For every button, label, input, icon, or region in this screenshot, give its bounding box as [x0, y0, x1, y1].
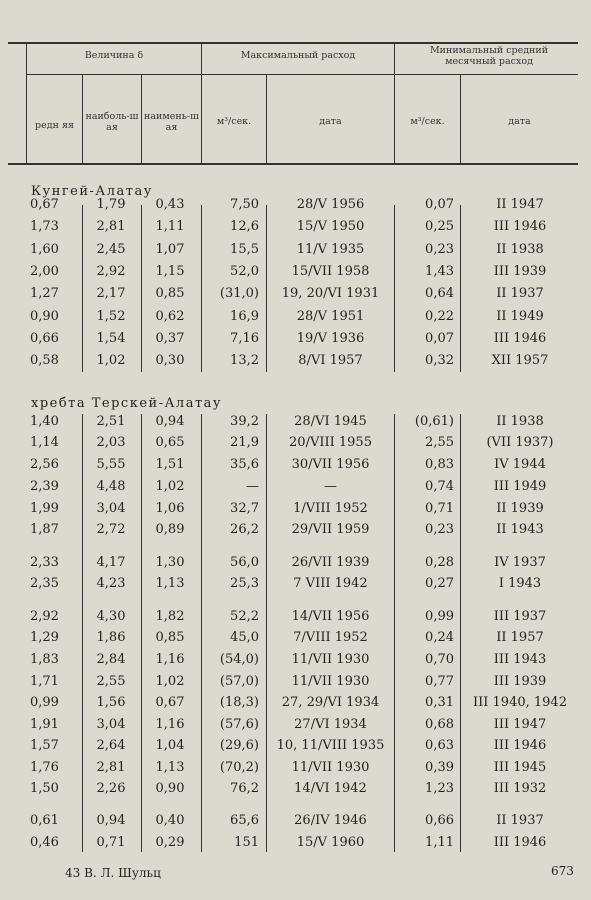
table-cell-max-discharge: 13,2: [230, 353, 259, 368]
table-cell-max-date: 15/VII 1958: [291, 264, 370, 279]
header-divider: [394, 42, 395, 163]
table-cell-min-discharge: (0,61): [414, 414, 454, 429]
table-cell-max-discharge: 21,9: [230, 435, 259, 450]
table-cell-min-value: 0,29: [155, 835, 185, 850]
table-cell-min-value: 0,85: [155, 286, 185, 301]
table-cell-min-value: 0,94: [155, 414, 185, 429]
table-cell-mean-value: 1,71: [30, 674, 59, 689]
table-cell-max-discharge: 65,6: [230, 813, 259, 828]
column-divider: [394, 205, 395, 372]
table-cell-mean-value: 2,39: [30, 479, 59, 494]
column-divider: [460, 205, 461, 372]
table-cell-max-value: 1,86: [96, 630, 126, 645]
table-cell-min-date: III 1946: [493, 738, 547, 753]
table-cell-max-value: 0,71: [96, 835, 126, 850]
table-cell-min-date: II 1937: [496, 286, 544, 301]
column-divider: [141, 205, 142, 372]
table-cell-min-value: 1,13: [155, 760, 185, 775]
table-cell-max-date: 27, 29/VI 1934: [281, 695, 380, 710]
table-cell-max-date: 10, 11/VIII 1935: [276, 738, 385, 753]
table-cell-max-discharge: 45,0: [230, 630, 259, 645]
table-cell-min-date: II 1949: [496, 309, 544, 324]
table-cell-max-discharge: 25,3: [230, 576, 259, 591]
table-cell-min-date: III 1943: [493, 652, 547, 667]
table-cell-max-date: 19/V 1936: [296, 331, 365, 346]
table-cell-max-discharge: 7,16: [230, 331, 259, 346]
table-cell-min-discharge: 0,83: [425, 457, 454, 472]
table-cell-min-value: 0,62: [155, 309, 185, 324]
table-cell-max-date: 11/VII 1930: [291, 674, 370, 689]
table-cell-mean-value: 1,99: [30, 501, 59, 516]
section-title: Кунгей-Алатау: [31, 184, 153, 199]
table-cell-min-discharge: 0,28: [425, 555, 454, 570]
table-cell-mean-value: 0,99: [30, 695, 59, 710]
table-cell-max-value: 3,04: [96, 717, 126, 732]
table-cell-min-discharge: 0,63: [425, 738, 454, 753]
table-cell-mean-value: 2,35: [30, 576, 59, 591]
table-cell-max-value: 4,17: [96, 555, 126, 570]
table-cell-min-value: 1,15: [155, 264, 185, 279]
table-cell-max-discharge: (31,0): [219, 286, 259, 301]
table-cell-min-discharge: 0,99: [425, 609, 454, 624]
table-cell-max-date: 14/VII 1956: [291, 609, 370, 624]
table-cell-max-discharge: 39,2: [230, 414, 259, 429]
header-mid-rule: [26, 74, 578, 75]
table-cell-min-discharge: 0,23: [425, 242, 454, 257]
table-cell-min-date: III 1939: [493, 674, 547, 689]
table-cell-max-date: 14/VI 1942: [294, 781, 367, 796]
table-cell-min-value: 1,07: [155, 242, 185, 257]
table-cell-mean-value: 0,90: [30, 309, 59, 324]
table-cell-max-discharge: 56,0: [230, 555, 259, 570]
table-cell-max-value: 3,04: [96, 501, 126, 516]
table-cell-min-date: III 1947: [493, 717, 547, 732]
table-cell-min-value: 1,04: [155, 738, 185, 753]
table-cell-min-discharge: 0,68: [425, 717, 454, 732]
table-cell-max-value: 2,51: [96, 414, 126, 429]
column-divider: [266, 205, 267, 372]
table-cell-min-date: IV 1944: [494, 457, 546, 472]
table-cell-max-date: 19, 20/VI 1931: [281, 286, 380, 301]
table-cell-min-value: 1,51: [155, 457, 185, 472]
table-cell-mean-value: 1,27: [30, 286, 59, 301]
table-cell-max-value: 2,45: [96, 242, 126, 257]
table-cell-min-value: 1,16: [155, 652, 185, 667]
table-cell-mean-value: 1,87: [30, 522, 59, 537]
table-cell-max-date: 7 VIII 1942: [293, 576, 368, 591]
column-divider: [394, 414, 395, 852]
table-cell-max-date: 28/V 1956: [296, 197, 365, 212]
table-cell-mean-value: 1,91: [30, 717, 59, 732]
table-cell-max-value: 1,52: [96, 309, 126, 324]
table-cell-max-value: 2,17: [96, 286, 126, 301]
column-divider: [82, 205, 83, 372]
table-cell-min-value: 0,67: [155, 695, 185, 710]
table-cell-min-date: III 1946: [493, 331, 547, 346]
table-cell-max-discharge: (18,3): [219, 695, 259, 710]
table-cell-mean-value: 0,66: [30, 331, 59, 346]
table-cell-max-date: —: [324, 479, 337, 494]
table-cell-min-discharge: 0,70: [425, 652, 454, 667]
table-cell-max-discharge: 16,9: [230, 309, 259, 324]
table-cell-min-value: 0,89: [155, 522, 185, 537]
table-cell-min-date: III 1946: [493, 835, 547, 850]
table-cell-mean-value: 2,56: [30, 457, 59, 472]
table-cell-mean-value: 2,92: [30, 609, 59, 624]
table-cell-max-date: 7/VIII 1952: [293, 630, 368, 645]
header-velichina: Величина δ: [84, 50, 144, 61]
table-cell-max-discharge: 52,2: [230, 609, 259, 624]
table-cell-min-discharge: 0,77: [425, 674, 454, 689]
table-cell-max-value: 2,81: [96, 219, 126, 234]
header-naibolshaya: наиболь-шая: [85, 111, 139, 133]
table-cell-min-value: 0,30: [155, 353, 185, 368]
table-cell-max-date: 28/VI 1945: [294, 414, 367, 429]
table-cell-min-date: II 1957: [496, 630, 544, 645]
table-cell-max-discharge: (57,6): [219, 717, 259, 732]
header-divider: [82, 75, 83, 163]
table-cell-max-discharge: —: [246, 479, 259, 494]
header-divider: [141, 75, 142, 163]
table-cell-min-discharge: 1,11: [425, 835, 454, 850]
table-cell-min-discharge: 0,24: [425, 630, 454, 645]
table-cell-min-value: 1,82: [155, 609, 185, 624]
table-cell-max-date: 1/VIII 1952: [293, 501, 368, 516]
table-cell-max-value: 2,03: [96, 435, 126, 450]
table-cell-min-discharge: 1,43: [425, 264, 454, 279]
table-cell-max-value: 4,23: [96, 576, 126, 591]
table-cell-max-date: 15/V 1960: [296, 835, 365, 850]
table-cell-max-value: 1,02: [96, 353, 126, 368]
table-cell-min-date: XII 1957: [491, 353, 549, 368]
header-min-unit: м³/сек.: [410, 116, 445, 127]
table-cell-min-date: (VII 1937): [486, 435, 554, 450]
header-min-date: дата: [508, 116, 531, 127]
table-cell-min-value: 1,16: [155, 717, 185, 732]
table-cell-mean-value: 0,58: [30, 353, 59, 368]
table-cell-max-discharge: 35,6: [230, 457, 259, 472]
section-title: хребта Терскей-Алатау: [31, 396, 223, 411]
table-cell-max-date: 20/VIII 1955: [289, 435, 372, 450]
table-cell-mean-value: 2,33: [30, 555, 59, 570]
table-cell-max-discharge: 52,0: [230, 264, 259, 279]
table-cell-min-date: III 1937: [493, 609, 547, 624]
table-cell-mean-value: 1,73: [30, 219, 59, 234]
table-cell-min-date: III 1932: [493, 781, 547, 796]
table-cell-min-date: IV 1937: [494, 555, 546, 570]
header-srednyaya: редн яя: [35, 120, 74, 131]
table-cell-max-value: 1,56: [96, 695, 126, 710]
table-cell-max-value: 1,54: [96, 331, 126, 346]
table-cell-min-discharge: 0,22: [425, 309, 454, 324]
table-cell-max-value: 2,72: [96, 522, 126, 537]
table-cell-min-discharge: 0,07: [425, 197, 454, 212]
table-cell-max-value: 1,79: [96, 197, 126, 212]
table-cell-min-date: III 1939: [493, 264, 547, 279]
table-cell-min-date: II 1947: [496, 197, 544, 212]
table-cell-max-date: 15/V 1950: [296, 219, 365, 234]
table-cell-min-date: III 1945: [493, 760, 547, 775]
table-cell-max-discharge: 26,2: [230, 522, 259, 537]
table-cell-mean-value: 1,60: [30, 242, 59, 257]
table-cell-min-discharge: 0,07: [425, 331, 454, 346]
table-cell-mean-value: 0,67: [30, 197, 59, 212]
table-cell-min-value: 0,43: [155, 197, 185, 212]
column-divider: [266, 414, 267, 852]
table-cell-min-date: III 1940, 1942: [473, 695, 567, 710]
table-cell-mean-value: 1,14: [30, 435, 59, 450]
table-cell-max-date: 26/VII 1939: [291, 555, 370, 570]
table-cell-min-discharge: 0,25: [425, 219, 454, 234]
table-cell-mean-value: 0,61: [30, 813, 59, 828]
table-cell-max-date: 27/VI 1934: [294, 717, 367, 732]
table-cell-min-date: II 1939: [496, 501, 544, 516]
table-cell-min-value: 0,37: [155, 331, 185, 346]
table-cell-min-discharge: 0,66: [425, 813, 454, 828]
table-cell-min-date: III 1949: [493, 479, 547, 494]
table-cell-min-discharge: 0,31: [425, 695, 454, 710]
table-cell-mean-value: 1,83: [30, 652, 59, 667]
table-cell-min-value: 0,85: [155, 630, 185, 645]
table-cell-min-discharge: 0,71: [425, 501, 454, 516]
table-cell-mean-value: 0,46: [30, 835, 59, 850]
table-cell-mean-value: 1,76: [30, 760, 59, 775]
table-cell-min-discharge: 2,55: [425, 435, 454, 450]
table-cell-max-date: 11/VII 1930: [291, 760, 370, 775]
table-cell-max-value: 2,92: [96, 264, 126, 279]
table-cell-min-discharge: 1,23: [425, 781, 454, 796]
header-naimenshaya: наимень-шая: [144, 111, 199, 133]
table-cell-mean-value: 2,00: [30, 264, 59, 279]
table-cell-max-discharge: (29,6): [219, 738, 259, 753]
table-cell-max-value: 4,48: [96, 479, 126, 494]
header-bottom-rule: [8, 163, 578, 165]
table-cell-min-date: II 1943: [496, 522, 544, 537]
table-cell-min-discharge: 0,23: [425, 522, 454, 537]
table-cell-min-value: 1,02: [155, 674, 185, 689]
table-cell-min-discharge: 0,32: [425, 353, 454, 368]
table-cell-max-value: 0,94: [96, 813, 126, 828]
header-max-date: дата: [319, 116, 342, 127]
table-cell-mean-value: 1,29: [30, 630, 59, 645]
table-cell-max-discharge: 12,6: [230, 219, 259, 234]
table-cell-min-value: 0,40: [155, 813, 185, 828]
table-cell-min-date: I 1943: [498, 576, 542, 591]
table-cell-min-value: 1,30: [155, 555, 185, 570]
table-cell-max-discharge: 7,50: [230, 197, 259, 212]
column-divider: [141, 414, 142, 852]
table-cell-min-value: 0,90: [155, 781, 185, 796]
table-cell-min-date: II 1938: [496, 242, 544, 257]
table-cell-mean-value: 1,40: [30, 414, 59, 429]
table-cell-max-value: 2,55: [96, 674, 126, 689]
table-cell-min-discharge: 0,74: [425, 479, 454, 494]
table-cell-max-discharge: 32,7: [230, 501, 259, 516]
table-cell-max-discharge: (70,2): [219, 760, 259, 775]
table-cell-min-value: 1,02: [155, 479, 185, 494]
table-cell-mean-value: 1,57: [30, 738, 59, 753]
table-cell-max-date: 29/VII 1959: [291, 522, 370, 537]
table-cell-max-discharge: 151: [234, 835, 259, 850]
table-cell-max-value: 5,55: [96, 457, 126, 472]
table-cell-max-date: 30/VII 1956: [291, 457, 370, 472]
table-cell-max-value: 4,30: [96, 609, 126, 624]
table-cell-min-value: 1,13: [155, 576, 185, 591]
header-max-unit: м³/сек.: [216, 116, 252, 127]
table-cell-max-date: 8/VI 1957: [298, 353, 363, 368]
table-cell-max-value: 2,84: [96, 652, 126, 667]
column-divider: [201, 205, 202, 372]
table-cell-max-value: 2,81: [96, 760, 126, 775]
table-cell-max-discharge: (54,0): [219, 652, 259, 667]
header-min-title: Минимальный средний месячный расход: [429, 45, 549, 67]
table-cell-min-value: 1,06: [155, 501, 185, 516]
column-divider: [201, 414, 202, 852]
table-cell-max-date: 11/VII 1930: [291, 652, 370, 667]
page-number: 673: [551, 864, 574, 878]
header-top-rule: [8, 42, 578, 44]
column-divider: [82, 414, 83, 852]
table-cell-max-value: 2,26: [96, 781, 126, 796]
column-divider: [460, 414, 461, 852]
table-cell-min-date: III 1946: [493, 219, 547, 234]
table-cell-mean-value: 1,50: [30, 781, 59, 796]
table-cell-min-value: 1,11: [155, 219, 185, 234]
table-cell-min-discharge: 0,39: [425, 760, 454, 775]
table-cell-max-value: 2,64: [96, 738, 126, 753]
table-cell-min-discharge: 0,64: [425, 286, 454, 301]
table-cell-min-date: II 1937: [496, 813, 544, 828]
table-cell-min-value: 0,65: [155, 435, 185, 450]
table-cell-max-discharge: 76,2: [230, 781, 259, 796]
table-cell-max-date: 28/V 1951: [296, 309, 365, 324]
page-signature: 43 В. Л. Шульц: [65, 866, 161, 880]
table-cell-max-discharge: 15,5: [230, 242, 259, 257]
table-cell-min-discharge: 0,27: [425, 576, 454, 591]
table-cell-max-date: 11/V 1935: [296, 242, 365, 257]
table-cell-max-discharge: (57,0): [219, 674, 259, 689]
table-cell-max-date: 26/IV 1946: [294, 813, 367, 828]
table-cell-min-date: II 1938: [496, 414, 544, 429]
header-max-title: Максимальный расход: [240, 50, 356, 61]
